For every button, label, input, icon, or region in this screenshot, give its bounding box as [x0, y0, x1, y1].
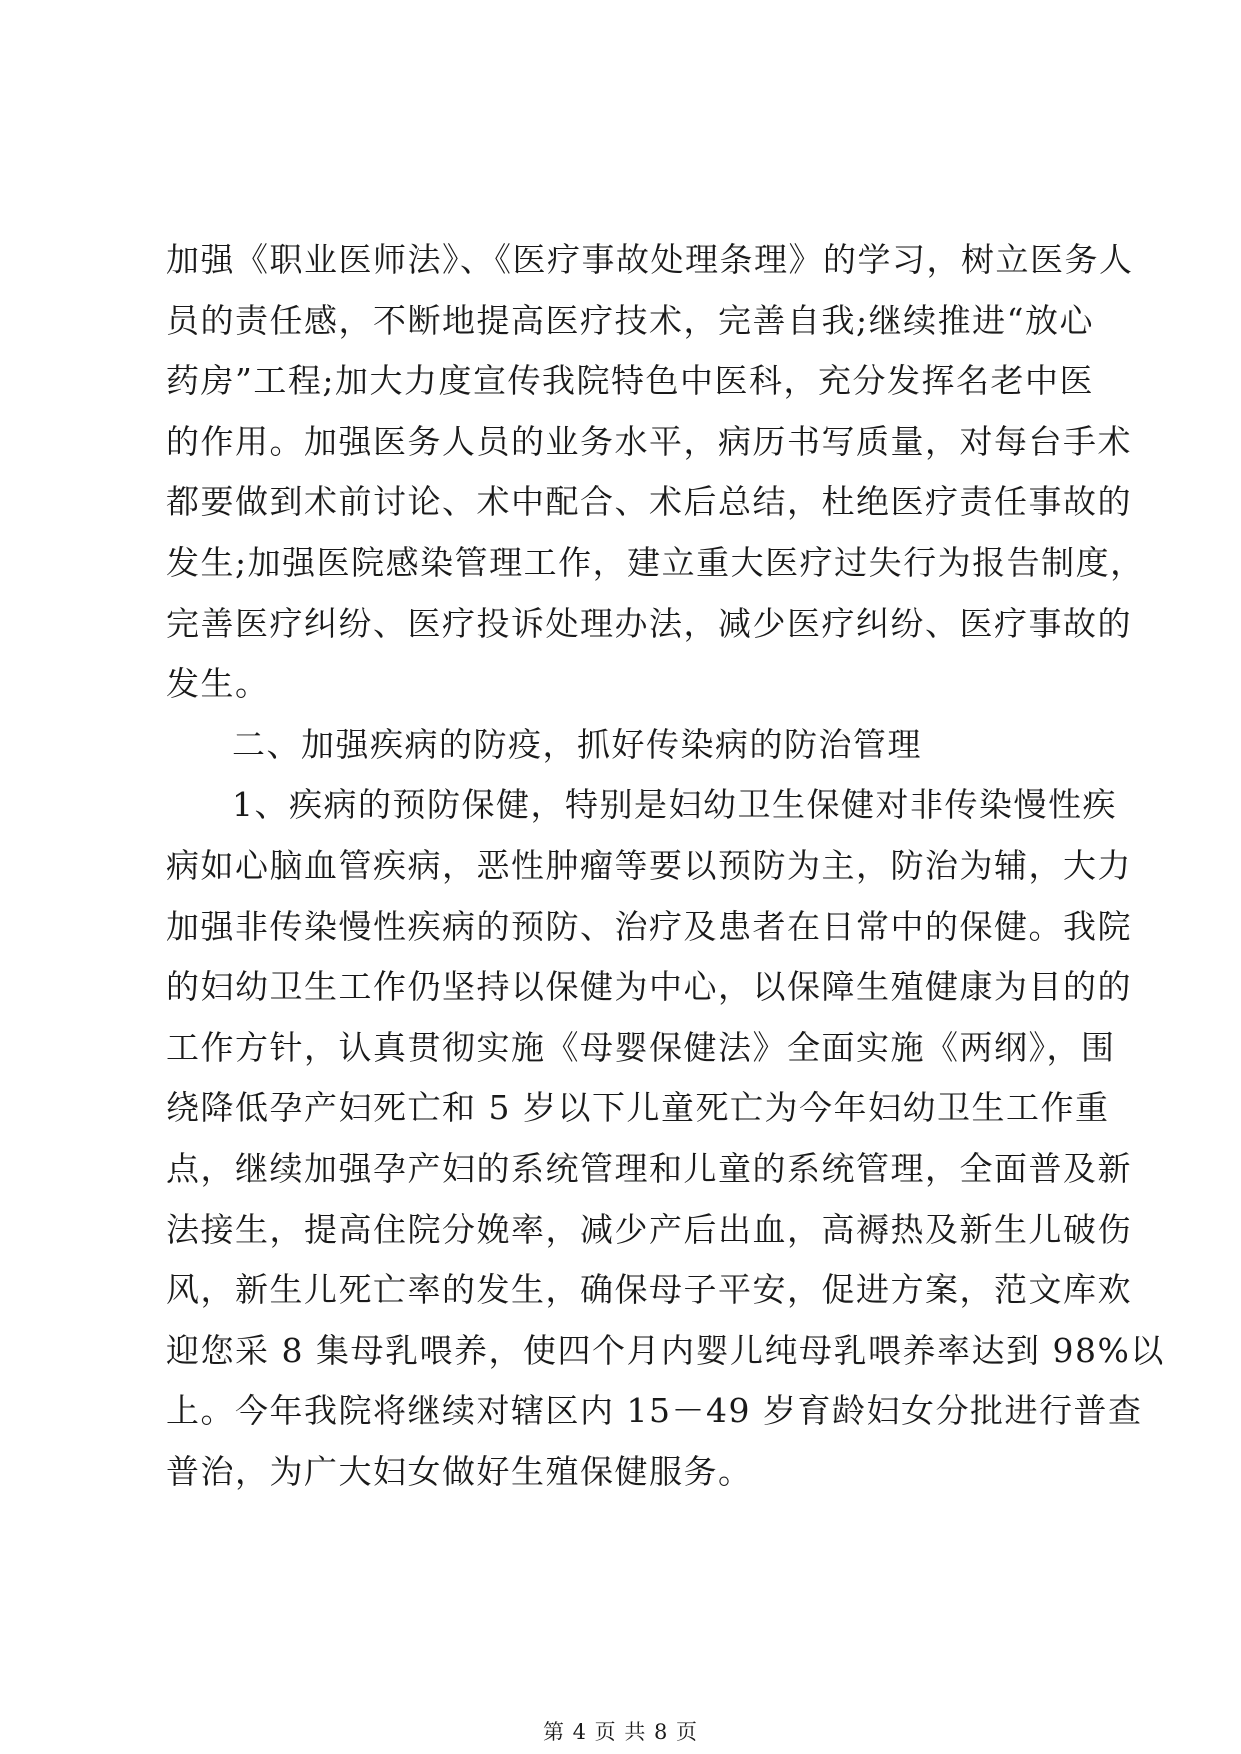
- text-line: 的妇幼卫生工作仍坚持以保健为中心，以保障生殖健康为目的的: [166, 967, 1132, 1007]
- text-line: 迎您采 8 集母乳喂养，使四个月内婴儿纯母乳喂养率达到 98%以: [166, 1330, 1165, 1370]
- text-line: 发生;加强医院感染管理工作，建立重大医疗过失行为报告制度，: [166, 542, 1145, 582]
- text-line: 都要做到术前讨论、术中配合、术后总结，杜绝医疗责任事故的: [166, 482, 1132, 522]
- text-line: 1、疾病的预防保健，特别是妇幼卫生保健对非传染慢性疾: [232, 785, 1117, 825]
- text-line: 员的责任感，不断地提高医疗技术，完善自我;继续推进“放心: [166, 300, 1094, 340]
- text-line: 加强《职业医师法》、《医疗事故处理条理》的学习，树立医务人: [166, 240, 1134, 279]
- text-line: 绕降低孕产妇死亡和 5 岁以下儿童死亡为今年妇幼卫生工作重: [166, 1088, 1110, 1128]
- section-heading: 二、加强疾病的防疫，抓好传染病的防治管理: [232, 724, 922, 764]
- body-text: [166, 230, 1165, 1502]
- page-number-footer: 第 4 页 共 8 页: [542, 1720, 699, 1744]
- text-line: 工作方针，认真贯彻实施《母婴保健法》全面实施《两纲》，围: [166, 1027, 1116, 1067]
- text-line: 风，新生儿死亡率的发生，确保母子平安，促进方案，范文库欢: [166, 1270, 1132, 1310]
- text-line: 发生。: [166, 664, 270, 704]
- text-line: 的作用。加强医务人员的业务水平，病历书写质量，对每台手术: [166, 421, 1132, 461]
- text-line: 法接生，提高住院分娩率，减少产后出血，高褥热及新生儿破伤: [166, 1209, 1132, 1249]
- text-line: 上。今年我院将继续对辖区内 15－49 岁育龄妇女分批进行普查: [166, 1391, 1143, 1431]
- text-line: 病如心脑血管疾病，恶性肿瘤等要以预防为主，防治为辅，大力: [166, 845, 1132, 885]
- text-line: 点，继续加强孕产妇的系统管理和儿童的系统管理，全面普及新: [166, 1148, 1132, 1188]
- text-line: 完善医疗纠纷、医疗投诉处理办法，减少医疗纠纷、医疗事故的: [166, 603, 1132, 643]
- text-line: 加强非传染慢性疾病的预防、治疗及患者在日常中的保健。我院: [166, 906, 1132, 946]
- text-line: 药房”工程;加大力度宣传我院特色中医科，充分发挥名老中医: [166, 361, 1094, 401]
- text-line: 普治，为广大妇女做好生殖保健服务。: [166, 1451, 753, 1491]
